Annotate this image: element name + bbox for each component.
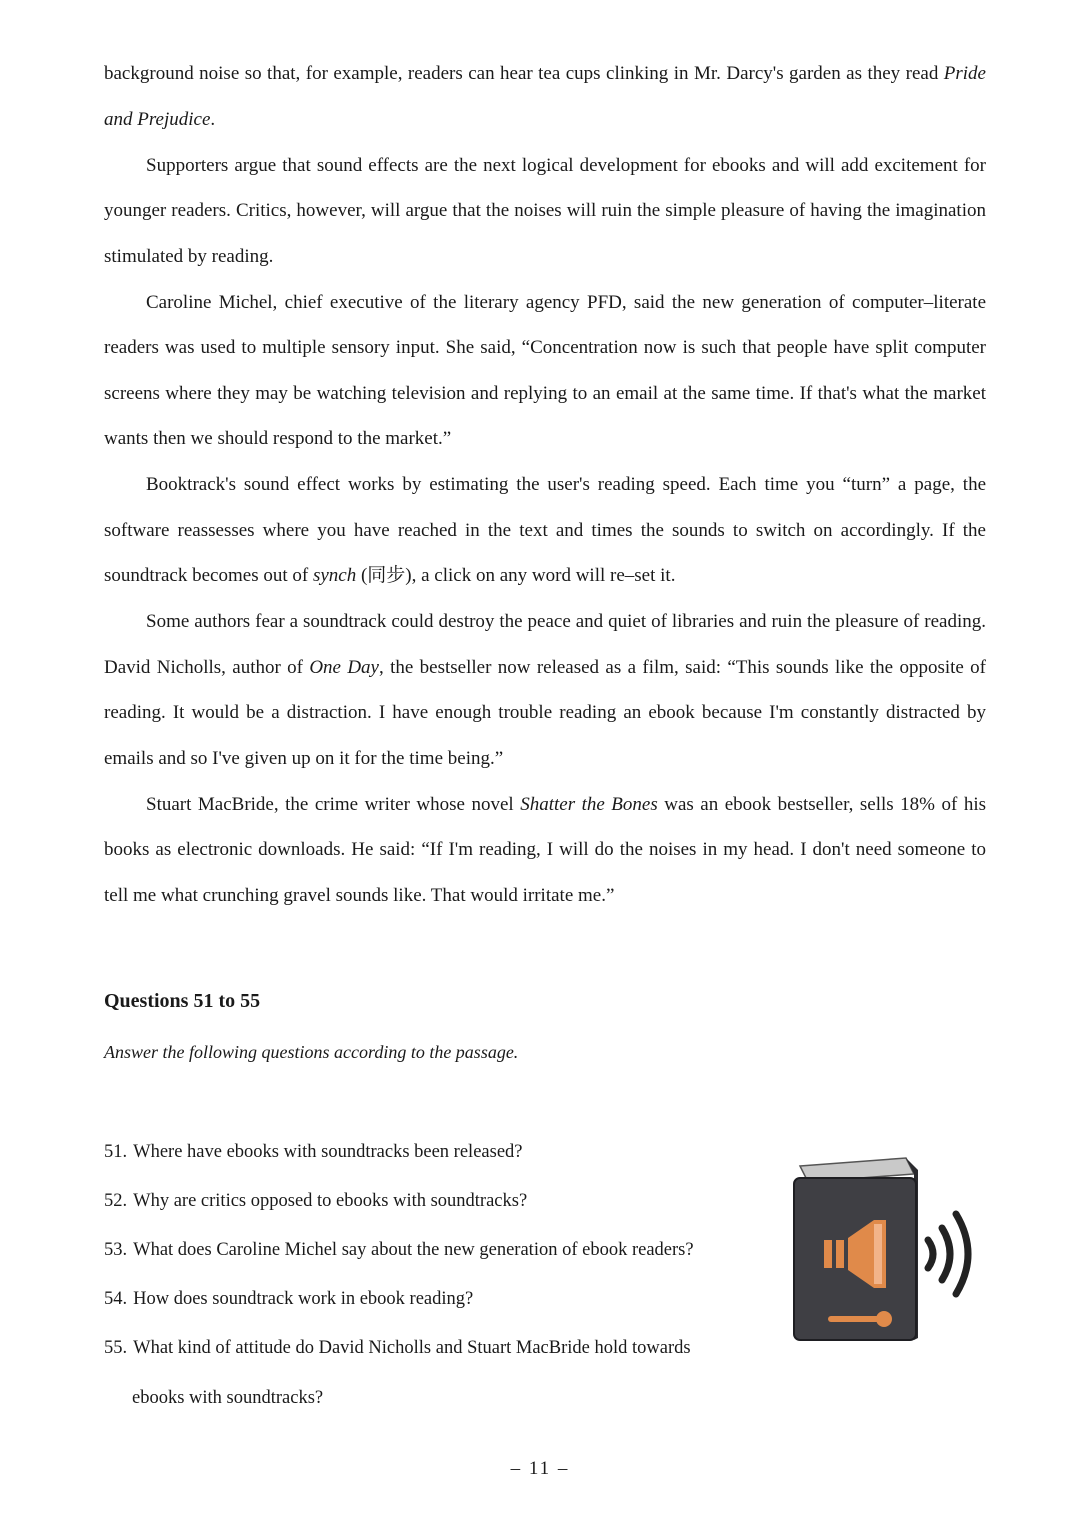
page-number-text: – 11 – bbox=[510, 1458, 570, 1479]
book-title: One Day bbox=[309, 656, 379, 678]
passage-text: , the bestseller now released as a film, said: “This sounds like the opposite of reading. It would be a distraction. I have enough trouble reading an ebook because I'm constantly distracted by emails and so I've given up on it for the time being.” bbox=[104, 656, 987, 769]
question-number: 53. bbox=[104, 1240, 128, 1260]
passage-text: Booktrack's sound effect works by estimating the user's reading speed. Each time you “turn” a page, the software reassesses where you have reached in the text and times the sounds to switch on accordingly. If the soundtrack becomes out of bbox=[104, 474, 986, 586]
audiobook-illustration bbox=[788, 1148, 988, 1348]
question-text: Where have ebooks with soundtracks been released? bbox=[133, 1142, 523, 1162]
question-item bbox=[104, 1183, 754, 1232]
questions-instruction: Answer the following questions according to the passage. bbox=[104, 1042, 519, 1062]
question-list bbox=[104, 1134, 754, 1416]
passage-text: (同步), a click on any word will re–set it. bbox=[356, 565, 676, 586]
audiobook-icon bbox=[788, 1148, 988, 1348]
passage-paragraph-6 bbox=[104, 782, 986, 919]
question-number: 51. bbox=[104, 1142, 128, 1162]
passage-paragraph-2: Supporters argue that sound effects are the next logical development for ebooks and will add excitement for younger readers. Critics, however, will argue that the noises will ruin the simple pleasure of having the imagination stimulated by reading. bbox=[104, 154, 986, 267]
question-item bbox=[104, 1330, 754, 1416]
passage-text: background noise so that, for example, readers can hear tea cups clinking in Mr. Darcy's garden as they read bbox=[104, 63, 944, 84]
question-item bbox=[104, 1134, 754, 1183]
passage-paragraph-1 bbox=[104, 51, 986, 142]
question-item bbox=[104, 1281, 754, 1330]
passage-text: Some authors fear a soundtrack could destroy the peace and quiet of libraries and ruin the pleasure of reading. David Nicholls, author of bbox=[104, 611, 986, 678]
glossary-term: synch bbox=[312, 565, 357, 586]
reading-passage bbox=[104, 51, 986, 918]
passage-paragraph-3: Caroline Michel, chief executive of the literary agency PFD, said the new generation of computer–literate readers was used to multiple sensory input. She said, “Concentration now is such that people have split computer screens where they may be watching television and replying to an email at the same time. If that's what the market wants then we should respond to the market.” bbox=[104, 291, 986, 449]
question-text: What does Caroline Michel say about the new generation of ebook readers? bbox=[133, 1240, 694, 1260]
question-number: 54. bbox=[104, 1289, 128, 1309]
page-number bbox=[0, 1458, 1080, 1480]
question-text: Why are critics opposed to ebooks with soundtracks? bbox=[133, 1191, 528, 1211]
question-number: 52. bbox=[104, 1191, 128, 1211]
book-title: Shatter the Bones bbox=[520, 793, 658, 815]
questions-heading: Questions 51 to 55 bbox=[104, 990, 261, 1012]
question-text-continuation: ebooks with soundtracks? bbox=[132, 1388, 324, 1408]
question-number: 55. bbox=[104, 1338, 128, 1358]
question-text: How does soundtrack work in ebook reading? bbox=[133, 1289, 474, 1309]
book-title: Pride and Prejudice bbox=[104, 63, 986, 130]
question-item bbox=[104, 1232, 754, 1281]
passage-text: Stuart MacBride, the crime writer whose novel bbox=[146, 793, 521, 815]
passage-text: was an ebook bestseller, sells 18% of his books as electronic downloads. He said: “If I'm reading, I will do the noises in my head. I don't need someone to tell me what crunching gravel sounds like. That would irritate me.” bbox=[104, 793, 986, 906]
question-text: What kind of attitude do David Nicholls and Stuart MacBride hold towards bbox=[133, 1338, 691, 1358]
passage-paragraph-4 bbox=[104, 462, 986, 599]
passage-paragraph-5 bbox=[104, 599, 986, 781]
passage-text: . bbox=[210, 108, 216, 130]
